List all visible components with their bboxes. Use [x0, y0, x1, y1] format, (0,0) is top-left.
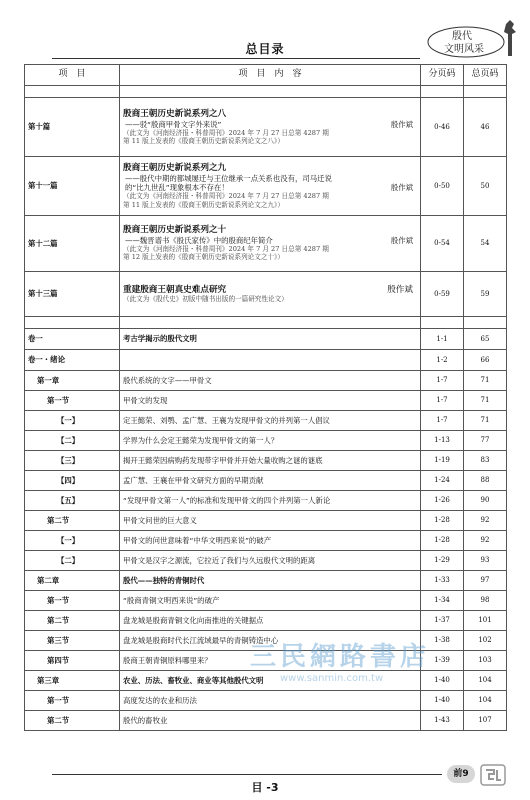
table-row[interactable] — [25, 591, 507, 611]
row-total-page: 101 — [464, 611, 507, 631]
row-section-page: 1-7 — [421, 391, 464, 411]
row-item: 第一节 — [25, 591, 120, 611]
row-section-page: 0-54 — [421, 216, 464, 272]
table-row[interactable] — [25, 651, 507, 671]
row-total-page: 50 — [464, 157, 507, 216]
page-number-label: 目 -3 — [251, 781, 279, 794]
row-content: 农业、历法、畜牧业、商业等其他殷代文明 — [120, 671, 421, 691]
row-item: 第十二篇 — [25, 216, 120, 272]
row-item: 卷一 — [25, 329, 120, 350]
row-total-page: 83 — [464, 451, 507, 471]
header-rule — [52, 58, 420, 59]
row-item: 【一】 — [25, 411, 120, 431]
row-section-page: 0-50 — [421, 157, 464, 216]
row-item: 第一节 — [25, 691, 120, 711]
table-row[interactable] — [25, 671, 507, 691]
row-section-page: 1-2 — [421, 350, 464, 371]
row-item: 第十篇 — [25, 98, 120, 157]
row-content: 甲骨文的问世意味着“中华文明西来说”的破产 — [120, 531, 421, 551]
row-content — [120, 350, 421, 371]
row-section-page: 1-43 — [421, 711, 464, 731]
table-row[interactable] — [25, 98, 507, 157]
row-total-page: 92 — [464, 531, 507, 551]
row-section-page: 0-59 — [421, 272, 464, 317]
article-subtitle: ——殷代中期的都城屡迁与王位继承一点关系也没有，司马迁说 — [125, 173, 332, 183]
table-row[interactable] — [25, 371, 507, 391]
article-note: 第 11 版上发表的《殷商王朝历史新说系列论文之九》） — [123, 200, 284, 209]
row-total-page: 59 — [464, 272, 507, 317]
row-content: 考古学揭示的殷代文明 — [120, 329, 421, 350]
row-total-page: 97 — [464, 571, 507, 591]
row-section-page: 1-39 — [421, 651, 464, 671]
row-section-page: 1-40 — [421, 691, 464, 711]
article-subtitle — [123, 120, 417, 129]
table-header-row — [25, 65, 507, 86]
row-total-page: 104 — [464, 671, 507, 691]
table-row[interactable] — [25, 471, 507, 491]
page-badge: 前9 — [447, 765, 475, 783]
row-section-page: 0-46 — [421, 98, 464, 157]
article-subtitle — [123, 236, 417, 245]
row-total-page: 66 — [464, 350, 507, 371]
table-row[interactable] — [25, 157, 507, 216]
table-row[interactable] — [25, 350, 507, 371]
table-row[interactable] — [25, 551, 507, 571]
row-section-page: 1-34 — [421, 591, 464, 611]
row-content: 殷代的畜牧业 — [120, 711, 421, 731]
row-content: 殷代系统的文字——甲骨文 — [120, 371, 421, 391]
row-section-page: 1-37 — [421, 611, 464, 631]
row-item: 第四节 — [25, 651, 120, 671]
row-content: 孟广慧、王襄在甲骨文研究方面的早期贡献 — [120, 471, 421, 491]
article-title: 殷商王朝历史新说系列之十 — [123, 225, 227, 236]
table-row[interactable] — [25, 631, 507, 651]
row-content: 甲骨文问世的巨大意义 — [120, 511, 421, 531]
article-subtitle-text: ——驳“殷商甲骨文字外来说” — [125, 119, 222, 129]
row-content: 殷代——独特的青铜时代 — [120, 571, 421, 591]
row-total-page: 88 — [464, 471, 507, 491]
table-row[interactable] — [25, 411, 507, 431]
table-row[interactable] — [25, 711, 507, 731]
row-content: 甲骨文的发现 — [120, 391, 421, 411]
row-content: 甲骨文是汉字之源流，它拉近了我们与久远殷代文明的距离 — [120, 551, 421, 571]
article-subtitle — [123, 183, 417, 192]
row-item: 第二节 — [25, 711, 120, 731]
footer-rule — [52, 774, 442, 775]
row-item: 【五】 — [25, 491, 120, 511]
article-note: （此文为《河南经济报・科普周刊》2024 年 7 月 27 日总第 4287 期 — [123, 128, 329, 137]
watermark-text: 三民網路書店 — [250, 642, 431, 672]
page-header-title: 总目录 — [245, 42, 285, 56]
table-row[interactable] — [25, 611, 507, 631]
row-total-page: 77 — [464, 431, 507, 451]
column-header-total-page: 总页码 — [464, 65, 507, 86]
article-author: 殷作斌 — [387, 284, 413, 295]
row-total-page: 71 — [464, 391, 507, 411]
row-section-page: 1-7 — [421, 371, 464, 391]
column-header-section-page: 分页码 — [421, 65, 464, 86]
row-content: 高度发达的农业和历法 — [120, 691, 421, 711]
row-section-page: 1-1 — [421, 329, 464, 350]
row-section-page: 1-28 — [421, 511, 464, 531]
table-row[interactable] — [25, 272, 507, 317]
article-note: （此文为《河南经济报・科普周刊》2024 年 7 月 27 日总第 4287 期 — [123, 192, 329, 201]
article-title: 殷商王朝历史新说系列之九 — [123, 163, 227, 174]
row-total-page: 93 — [464, 551, 507, 571]
book-logo — [420, 18, 520, 60]
row-item: 第一章 — [25, 371, 120, 391]
row-item: 第十一篇 — [25, 157, 120, 216]
row-total-page: 104 — [464, 691, 507, 711]
row-content: 学界为什么会定王懿荣为发现甲骨文的第一人？ — [120, 431, 421, 451]
row-content: 定王懿荣、刘鹗、孟广慧、王襄为发现甲骨文的并列第一人倡议 — [120, 411, 421, 431]
article-subtitle-text: 的“比九世乱”现象根本不存在！ — [125, 183, 229, 193]
row-item: 第二节 — [25, 611, 120, 631]
row-item: 卷一・绪论 — [25, 350, 120, 371]
article-author: 殷作斌 — [390, 183, 413, 193]
row-section-page: 1-26 — [421, 491, 464, 511]
table-row[interactable] — [25, 571, 507, 591]
row-item: 第三章 — [25, 671, 120, 691]
row-item: 【四】 — [25, 471, 120, 491]
table-row[interactable] — [25, 531, 507, 551]
row-content: 殷商王朝青铜原料哪里来？ — [120, 651, 421, 671]
table-row[interactable] — [25, 511, 507, 531]
row-item: 【一】 — [25, 531, 120, 551]
logo-text-line2: 文明风采 — [444, 44, 484, 55]
column-header-content: 项 目 内 容 — [120, 65, 421, 86]
article-title-text: 重建殷商王朝真史难点研究 — [123, 284, 227, 295]
row-total-page: 71 — [464, 411, 507, 431]
row-total-page: 54 — [464, 216, 507, 272]
row-content — [120, 272, 421, 317]
row-item: 第一节 — [25, 391, 120, 411]
table-row[interactable] — [25, 431, 507, 451]
row-total-page: 90 — [464, 491, 507, 511]
table-row[interactable] — [25, 216, 507, 272]
row-item: 第三节 — [25, 631, 120, 651]
row-content: “殷商青铜文明西来说”的破产 — [120, 591, 421, 611]
article-title: 殷商王朝历史新说系列之八 — [123, 108, 227, 119]
row-total-page: 92 — [464, 511, 507, 531]
row-section-page: 1-40 — [421, 671, 464, 691]
row-item: 【二】 — [25, 551, 120, 571]
logo-text-line1: 殷代 — [452, 31, 472, 42]
contents-table — [24, 64, 507, 731]
spacer-row — [25, 317, 507, 329]
row-total-page: 107 — [464, 711, 507, 731]
table-row[interactable] — [25, 391, 507, 411]
row-section-page: 1-28 — [421, 531, 464, 551]
table-row[interactable] — [25, 691, 507, 711]
article-subtitle-text: ——魏晋谱书《殷氏家传》中的殷商纪年简介 — [125, 236, 273, 245]
row-total-page: 103 — [464, 651, 507, 671]
row-content: “发现甲骨文第一人”的标准和发现甲骨文的四个并列第一人新论 — [120, 491, 421, 511]
article-author: 殷作斌 — [390, 236, 413, 245]
article-author: 殷作斌 — [390, 119, 413, 129]
row-item: 第二章 — [25, 571, 120, 591]
row-content — [120, 216, 421, 272]
row-content: 揭开王懿荣因病购药发现带字甲骨并开始大量收购之谜的谜底 — [120, 451, 421, 471]
row-total-page: 65 — [464, 329, 507, 350]
corner-logo-icon — [480, 764, 506, 786]
row-total-page: 46 — [464, 98, 507, 157]
row-content: 盘龙城是殷商青铜文化向南推进的关键据点 — [120, 611, 421, 631]
row-total-page: 102 — [464, 631, 507, 651]
row-section-page: 1-13 — [421, 431, 464, 451]
article-note: （此文为《殷代史》初版中随书出版的一篇研究性论文） — [123, 295, 288, 304]
row-section-page: 1-19 — [421, 451, 464, 471]
row-section-page: 1-29 — [421, 551, 464, 571]
article-note: 第 12 版上发表的《殷商王朝历史新说系列论文之十》） — [123, 253, 284, 262]
row-section-page: 1-7 — [421, 411, 464, 431]
row-section-page: 1-38 — [421, 631, 464, 651]
row-item: 第二节 — [25, 511, 120, 531]
row-item: 【二】 — [25, 431, 120, 451]
watermark-url: www.sanmin.com.tw — [280, 673, 384, 684]
row-content: 盘龙城是殷商时代长江流域最早的青铜铸造中心 — [120, 631, 421, 651]
article-note: （此文为《河南经济报・科普周刊》2024 年 7 月 27 日总第 4287 期 — [123, 245, 329, 254]
row-item: 第十三篇 — [25, 272, 120, 317]
table-row[interactable] — [25, 451, 507, 471]
spacer-row — [25, 86, 507, 98]
row-section-page: 1-24 — [421, 471, 464, 491]
row-total-page: 98 — [464, 591, 507, 611]
row-total-page: 71 — [464, 371, 507, 391]
table-row[interactable] — [25, 491, 507, 511]
row-section-page: 1-33 — [421, 571, 464, 591]
article-note: 第 11 版上发表的《殷商王朝历史新说系列论文之八》） — [123, 136, 284, 145]
table-row[interactable] — [25, 329, 507, 350]
column-header-item: 项 目 — [25, 65, 120, 86]
row-content — [120, 157, 421, 216]
row-content — [120, 98, 421, 157]
row-item: 【三】 — [25, 451, 120, 471]
article-title — [123, 285, 417, 296]
